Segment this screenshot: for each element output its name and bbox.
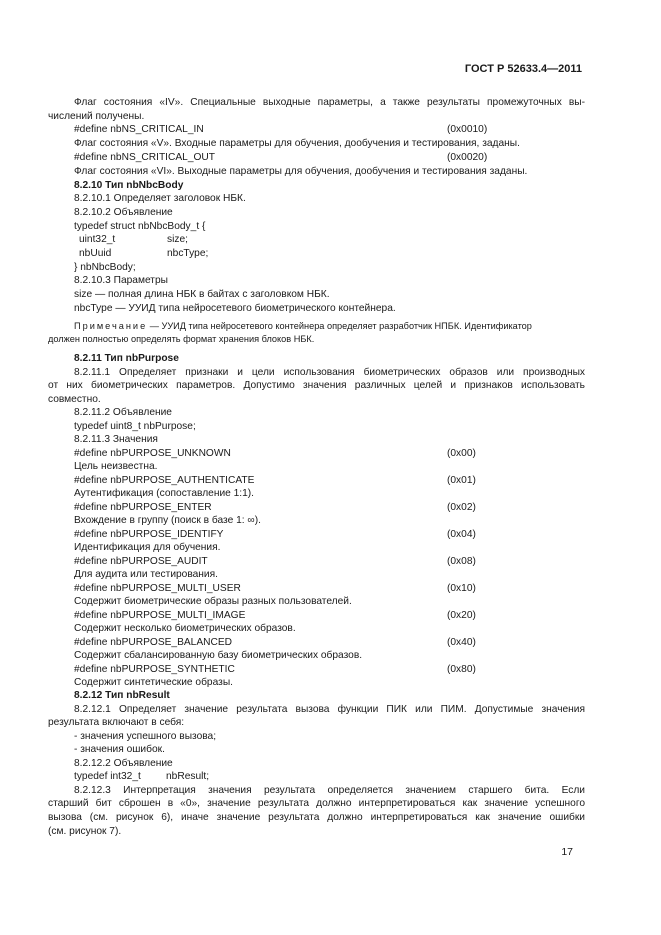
- define-value: (0x02): [447, 502, 476, 513]
- define-value: (0x08): [447, 556, 476, 567]
- paragraph-line: Содержит биометрические образы разных пользователей.: [74, 596, 352, 607]
- paragraph-line: Флаг состояния «V». Входные параметры для обучения, дообучения и тестирования, заданы.: [74, 138, 520, 149]
- paragraph-line: результата включают в себя:: [48, 717, 185, 728]
- code-line: uint32_t: [79, 234, 116, 245]
- paragraph-line: Аутентификация (сопоставление 1:1).: [74, 488, 255, 499]
- paragraph-line: Для аудита или тестирования.: [74, 569, 218, 580]
- section-heading: 8.2.10 Тип nbNbcBody: [74, 180, 184, 191]
- paragraph-line: 8.2.12.3 Интерпретация значения результата определяется значением старшего бита. Если: [74, 785, 585, 796]
- paragraph-line: Содержит сбалансированную базу биометрических образов.: [74, 650, 363, 661]
- paragraph-line: 8.2.12.2 Объявление: [74, 758, 173, 769]
- define-line: #define nbPURPOSE_BALANCED: [74, 637, 232, 648]
- define-line: #define nbPURPOSE_MULTI_USER: [74, 583, 241, 594]
- paragraph-line: вызова (см. рисунок 6), иначе значение результата должно интерпретироваться как значение ошибки: [48, 812, 585, 823]
- note-text: — УУИД типа нейросетевого контейнера определяет разработчик НПБК. Идентификатор: [147, 321, 532, 331]
- paragraph-line: Содержит несколько биометрических образов.: [74, 623, 296, 634]
- paragraph-line: 8.2.12.1 Определяет значение результата вызова функции ПИК или ПИМ. Допустимые значения: [74, 704, 585, 715]
- define-line: #define nbNS_CRITICAL_OUT: [74, 152, 215, 163]
- define-line: #define nbPURPOSE_SYNTHETIC: [74, 664, 235, 675]
- paragraph-line: Вхождение в группу (поиск в базе 1: ∞).: [74, 515, 261, 526]
- paragraph-line: Цель неизвестна.: [74, 461, 158, 472]
- define-value: (0x0020): [447, 152, 488, 163]
- paragraph-line: nbcType — УУИД типа нейросетевого биометрического контейнера.: [74, 303, 396, 314]
- paragraph-line: size — полная длина НБК в байтах с заголовком НБК.: [74, 289, 330, 300]
- note-line: [74, 320, 532, 333]
- define-value: (0x20): [447, 610, 476, 621]
- paragraph-line: 8.2.10.1 Определяет заголовок НБК.: [74, 193, 246, 204]
- paragraph-line: Флаг состояния «IV». Специальные выходные параметры, а также результаты промежуточных вы-: [74, 97, 585, 108]
- define-value: (0x40): [447, 637, 476, 648]
- paragraph-line: 8.2.11.3 Значения: [74, 434, 158, 445]
- paragraph-line: 8.2.11.2 Объявление: [74, 407, 172, 418]
- define-value: (0x80): [447, 664, 476, 675]
- code-line: } nbNbcBody;: [74, 262, 136, 273]
- define-value: (0x04): [447, 529, 476, 540]
- define-value: (0x00): [447, 448, 476, 459]
- note-label: Примечание: [74, 321, 148, 331]
- define-line: #define nbPURPOSE_MULTI_IMAGE: [74, 610, 246, 621]
- paragraph-line: совместно.: [48, 394, 101, 405]
- define-line: #define nbPURPOSE_ENTER: [74, 502, 212, 513]
- section-heading: 8.2.11 Тип nbPurpose: [74, 353, 179, 364]
- section-heading: 8.2.12 Тип nbResult: [74, 690, 170, 701]
- paragraph-line: 8.2.10.3 Параметры: [74, 275, 168, 286]
- paragraph-line: 8.2.11.1 Определяет признаки и цели использования биометрических образов или производных: [74, 367, 585, 378]
- list-item: - значения успешного вызова;: [74, 731, 217, 742]
- paragraph-line: числений получены.: [48, 111, 145, 122]
- code-line: nbResult;: [166, 771, 210, 782]
- code-line: size;: [167, 234, 188, 245]
- define-value: (0x0010): [447, 124, 488, 135]
- define-line: #define nbPURPOSE_IDENTIFY: [74, 529, 224, 540]
- define-line: #define nbNS_CRITICAL_IN: [74, 124, 204, 135]
- code-line: typedef struct nbNbcBody_t {: [74, 221, 206, 232]
- paragraph-line: (см. рисунок 7).: [48, 826, 122, 837]
- document-header: ГОСТ Р 52633.4—2011: [464, 63, 582, 75]
- list-item: - значения ошибок.: [74, 744, 165, 755]
- define-line: #define nbPURPOSE_AUTHENTICATE: [74, 475, 255, 486]
- note-line: должен полностью определять формат хранения блоков НБК.: [48, 334, 315, 344]
- paragraph-line: Содержит синтетические образы.: [74, 677, 233, 688]
- define-line: #define nbPURPOSE_UNKNOWN: [74, 448, 231, 459]
- define-value: (0x10): [447, 583, 476, 594]
- paragraph-line: Идентификация для обучения.: [74, 542, 221, 553]
- paragraph-line: старший бит сброшен в «0», значение результата должно интерпретироваться как значение успешного: [48, 798, 585, 809]
- page-number: 17: [561, 846, 573, 858]
- code-line: typedef uint8_t nbPurpose;: [74, 421, 196, 432]
- code-line: nbcType;: [167, 248, 209, 259]
- paragraph-line: Флаг состояния «VI». Выходные параметры для обучения, дообучения и тестирования заданы.: [74, 166, 528, 177]
- paragraph-line: от них биометрических параметров. Допустимо значения различных целей и признаков использовать: [48, 380, 585, 391]
- code-line: nbUuid: [79, 248, 112, 259]
- paragraph-line: 8.2.10.2 Объявление: [74, 207, 173, 218]
- define-line: #define nbPURPOSE_AUDIT: [74, 556, 208, 567]
- define-value: (0x01): [447, 475, 476, 486]
- code-line: typedef int32_t: [74, 771, 141, 782]
